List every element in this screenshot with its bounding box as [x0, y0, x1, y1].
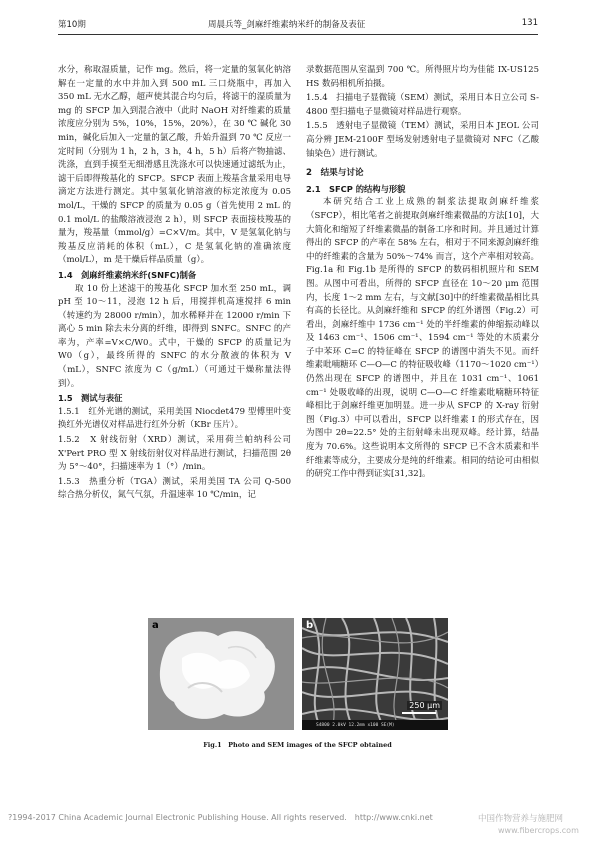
sem-panel: [302, 618, 448, 730]
paragraph: 本研究结合工业上成熟的制浆法提取剑麻纤维浆（SFCP），相比笔者之前提取剑麻纤维素微晶的方法[10]，大大简化和缩短了纤维素微晶的制备工序和时间。并且通过计算得出的 SFCP 的产率在 58% 左右，相对于不同来源剑麻纤维中的纤维素的含量为 50%～74% 而言，这个产率相对较高。Fig.1a 和 Fig.1b 是所得的 SFCP 的数码相机照片和 SEM 图。从图中可看出，所得的 SFCP 直径在 10～20 μm 范围内，长度 1～2 mm 左右，与文献[30]中的纤维素微晶相比具有高的长径比。从剑麻纤维和 SFCP 的红外谱图（Fig.2）可看出，剑麻纤维中 1736 cm⁻¹ 处的半纤维素的伸缩振动峰以及 1463 cm⁻¹、1506 cm⁻¹、1594 cm⁻¹ 等处的木质素分子中苯环 C=C 的特征峰在 SFCP 的谱图中消失不见。而纤维素吡喃糖环 C—O—C 的特征吸收峰（1170～1020 cm⁻¹）仍然出现在 SFCP 的谱图中，并且在 1031 cm⁻¹、1061 cm⁻¹ 处吸收峰的出现，说明 C—O—C 纤维素吡喃糖环特征峰相比于剑麻纤维更加明显。进一步从 SFCP 的 X-ray 衍射图（Fig.3）中可以看出，SFCP 以纤维素 Ⅰ 的形式存在，因为图中 2θ=22.5° 处的主衍射峰未出现双峰。经计算，结晶度为 70.6%。这些说明本文所得的 SFCP 已不含木质素和半纤维素等成分，主要成分是纯的纤维素。相同的结论可由相似的研究工作中得到证实[31,32]。: [306, 197, 539, 480]
paragraph: 取 10 份上述滤干的羧基化 SFCP 加水至 250 mL，调 pH 至 10～11，浸泡 12 h 后，用搅拌机高速搅拌 6 min（转速约为 28000 r/min），加水稀释并在 12000 r/min 下离心 5 min 除去未分离的纤维，即得到 SNFC。SNFC 的产率为，产率=V×C/W0。式中，干燥的 SFCP 的质量记为 W0（g），最终所得的 SNFC 的水分散液的体积为 V（mL），SNFC 浓度为 C（g/mL）（可通过干燥称量法得到）。: [58, 283, 291, 389]
issue-number: 第10期: [58, 20, 86, 30]
paragraph: 1.5.3 热重分析（TGA）测试，采用美国 TA 公司 Q-500 综合热分析仪，氮气气氛，升温速率 10 ℃/min，记: [58, 476, 291, 501]
section-heading-1-5: 1.5 测试与表征: [58, 393, 123, 404]
page-number: 131: [521, 18, 538, 28]
panel-label-b: b: [306, 620, 314, 631]
right-column: [306, 64, 539, 483]
paragraph: 1.5.5 透射电子显微镜（TEM）测试，采用日本 JEOL 公司高分辨 JEM-2100F 型场发射透射电子显微镜对 NFC（乙酸铀染色）进行测试。: [306, 121, 539, 159]
photo-panel: [148, 618, 294, 730]
watermark-url: www.fibercrops.com: [498, 826, 579, 835]
left-column: [58, 64, 291, 504]
paragraph: 录数据范围从室温到 700 ℃。所得照片均为佳能 IX-US125 HS 数码相机所拍摄。: [306, 65, 539, 89]
scale-bar-label: 250 μm: [409, 701, 440, 710]
paragraph: 1.5.4 扫描电子显微镜（SEM）测试，采用日本日立公司 S-4800 型扫描电子显微镜对样品进行观察。: [306, 93, 539, 117]
paragraph: 水分，称取湿质量，记作 mg。然后，将一定量的氢氧化钠溶解在一定量的水中并加入到 500 mL 三口烧瓶中，再加入 350 mL 无水乙醇，超声使其混合均匀后，将滤干的湿质量为 mg 的 SFCP 加入到混合液中（此时 NaOH 对纤维素的质量浓度应分别为 5%，10%，15%，20%），在 30 ℃ 碱化 30 min，碱化后加入一定量的氯乙酸，升始升温到 70 ℃ 反应一定时间（分别为 1 h，2 h，3 h，4 h，5 h）后将产物抽滤、洗涤，直到手摸至无细滑感且洗涤水可以快速通过滤纸为止，滤干后即得羧基化的 SFCP。SFCP 表面上羧基含量采用电导滴定方法进行测定。其中氢氧化钠溶液的标定浓度为 0.05 mol/L，干燥的 SFCP 的质量为 0.05 g（首先使用 2 mL 的 0.1 mol/L 的盐酸溶液浸泡 2 h），则 SFCP 表面接枝羧基的量为，羧基量（mmol/g）=C×V/m。其中，V 是氢氧化钠与羧基反应消耗的体积（mL），C 是氢氧化钠的准确浓度（mol/L），m 是干燥后样品质量（g）。: [58, 65, 291, 266]
running-title: 周晨兵等_剑麻纤维素纳米纤的制备及表征: [208, 20, 366, 30]
section-heading-1-4: 1.4 剑麻纤维素纳米纤(SNFC)制备: [58, 269, 197, 280]
panel-label-a: a: [152, 620, 159, 631]
watermark-text: 中国作物营养与施肥网: [478, 814, 564, 824]
header-rule: [58, 34, 538, 35]
figure-1: [148, 618, 448, 730]
sem-info-bar: S4800 2.0kV 12.2mm x100 SE(M): [316, 723, 395, 728]
paragraph: 1.5.1 红外光谱的测试，采用美国 Niocdet479 型傅里叶变换红外光谱仪对样品进行红外分析（KBr 压片）。: [58, 406, 291, 431]
copyright-footer: ?1994-2017 China Academic Journal Electronic Publishing House. All rights reserved. http://www.cnki.net: [8, 813, 433, 822]
paragraph: 1.5.2 X 射线衍射（XRD）测试，采用荷兰帕纳科公司 X'Pert PRO 型 X 射线衍射仪对样品进行测试，扫描范围 2θ 为 5°～40°，扫描速率为 1（°）/min。: [58, 435, 291, 473]
figure-caption: Fig.1 Photo and SEM images of the SFCP obtained: [203, 741, 392, 749]
section-heading-2-1: 2.1 SFCP 的结构与形貌: [306, 183, 406, 194]
section-heading-2: 2 结果与讨论: [306, 168, 364, 179]
running-header: [58, 18, 538, 32]
pulp-photo: [148, 618, 294, 730]
scale-bar: [402, 712, 436, 714]
